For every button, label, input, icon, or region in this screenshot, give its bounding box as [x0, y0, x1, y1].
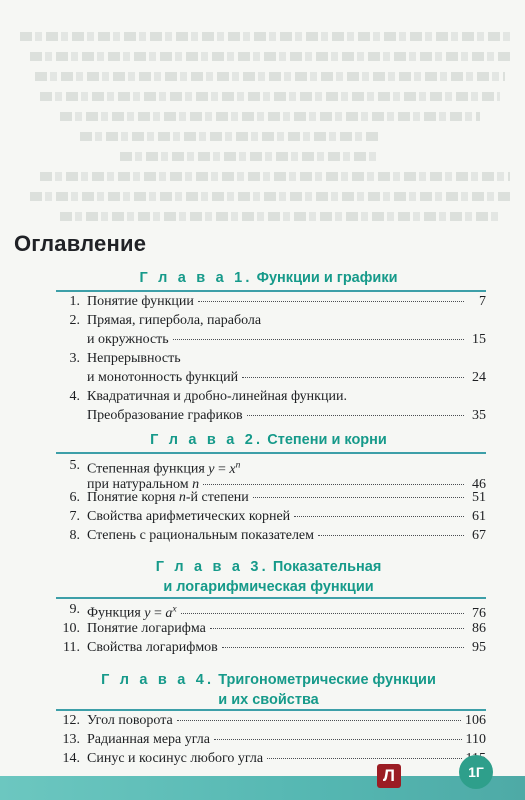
toc-entry-4[interactable]: 4. Квадратичная и дробно-линейная функции. Преобразование графиков 35 — [69, 389, 486, 423]
page-ref: 7 — [479, 294, 486, 309]
chapter-4-name: Тригонометрические функции — [218, 672, 436, 688]
toc-entry-6[interactable]: 6. Понятие корня n-й степени 51 — [69, 490, 486, 505]
chapter-4-heading — [56, 670, 481, 710]
formula: $y = x^n$ — [208, 460, 241, 477]
formula: $y = a^x$ — [144, 604, 177, 621]
page-ref: 35 — [472, 408, 486, 423]
page-title: Оглавление — [14, 231, 147, 256]
page-ref: 51 — [472, 490, 486, 505]
chapter-3-name: Показательная — [272, 559, 382, 575]
toc-entry-5[interactable]: 5. Степенная функция $y = x^n$ при натуральном n 46 — [69, 458, 486, 492]
toc-entry-8[interactable]: 8. Степень с рациональным показателем 67 — [69, 528, 486, 543]
chapter-2-rule — [56, 452, 486, 454]
chapter-1-name: Функции и графики — [256, 270, 398, 286]
page-ref: 95 — [472, 640, 486, 655]
chapter-2-label: Г л а в а 2. — [150, 432, 264, 448]
toc-entry-9[interactable]: 9. Функция $y = a^x$ 76 — [69, 602, 486, 621]
toc-entry-10[interactable]: 10. Понятие логарифма 86 — [62, 621, 486, 636]
chapter-4-label: Г л а в а 4. — [101, 672, 215, 688]
chapter-1-heading — [56, 268, 481, 288]
page-ref: 110 — [465, 732, 486, 747]
chapter-2-name: Степени и корни — [267, 432, 387, 448]
page-ref: 76 — [472, 605, 486, 621]
page-ref: 15 — [472, 332, 486, 347]
toc-entry-14[interactable]: 14. Синус и косинус любого угла — [56, 749, 486, 768]
page-ref: 46 — [472, 477, 486, 492]
chapter-4-name-line2: и их свойства — [218, 692, 319, 708]
chapter-1-label: Г л а в а 1. — [139, 270, 253, 286]
toc-entry-12[interactable]: 12. Угол поворота 106 — [62, 713, 486, 728]
page-ref: 106 — [465, 713, 486, 728]
toc-entry-7[interactable]: 7. Свойства арифметических корней 61 — [69, 509, 486, 524]
toc-entry-1[interactable]: 1. Понятие функции 7 — [69, 294, 486, 309]
footer-color-strip — [0, 776, 525, 800]
toc-entry-13[interactable]: 13. Радианная мера угла 110 — [62, 732, 486, 747]
chapter-3-name-line2: и логарифмическая функции — [163, 579, 374, 595]
toc-entry-2[interactable]: 2. Прямая, гипербола, парабола и окружность 15 — [69, 313, 486, 347]
toc-entry-11[interactable]: 11. Свойства логарифмов 95 — [63, 640, 486, 655]
chapter-2-heading — [56, 430, 481, 450]
chapter-3-label: Г л а в а 3. — [155, 559, 269, 575]
page-ref: 67 — [472, 528, 486, 543]
chapter-3-rule — [56, 597, 486, 599]
bleed-through-texture — [0, 0, 525, 230]
page-number-badge: 1Г — [459, 755, 493, 789]
toc-entry-3[interactable]: 3. Непрерывность и монотонность функций 24 — [69, 351, 486, 385]
page-ref: 86 — [472, 621, 486, 636]
page-ref: 61 — [472, 509, 486, 524]
page-ref: 24 — [472, 370, 486, 385]
publisher-logo-icon: Л — [377, 764, 401, 788]
chapter-3-heading — [56, 557, 481, 597]
